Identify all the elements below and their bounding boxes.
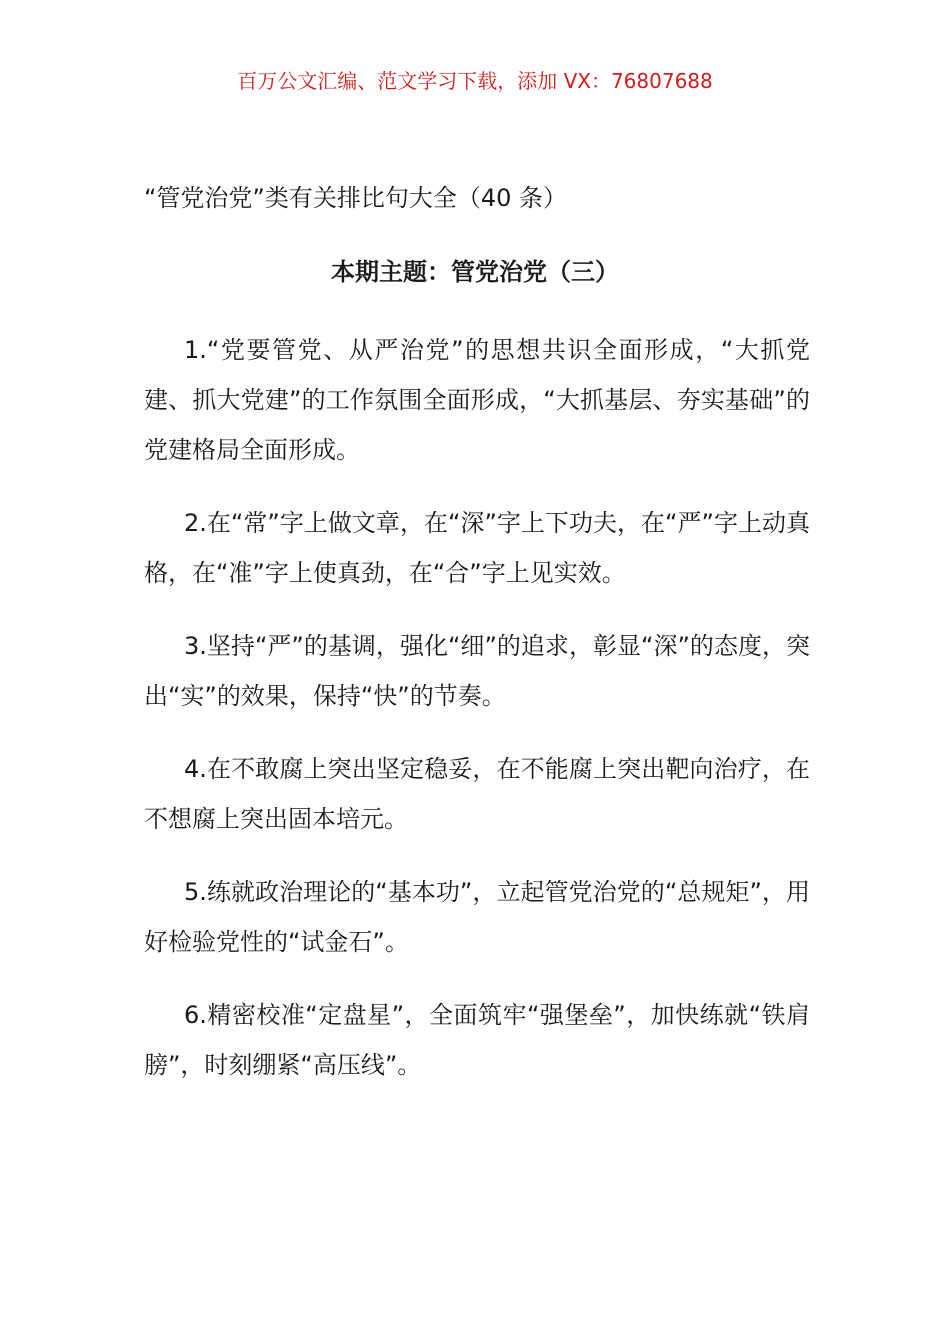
- list-item: 5.练就政治理论的“基本功”，立起管党治党的“总规矩”，用好检验党性的“试金石”。: [144, 878, 810, 956]
- list-item: 6.精密校准“定盘星”，全面筑牢“强堡垒”，加快练就“铁肩膀”，时刻绷紧“高压线”。: [144, 1001, 810, 1079]
- header-watermark: 百万公文汇编、范文学习下载，添加 VX：76807688: [237, 69, 713, 93]
- section-subtitle: 本期主题：管党治党（三）: [331, 258, 619, 286]
- list-item: 2.在“常”字上做文章，在“深”字上下功夫，在“严”字上动真格，在“准”字上使真劲，在“合”字上见实效。: [144, 509, 810, 587]
- list-item: 4.在不敢腐上突出坚定稳妥，在不能腐上突出靶向治疗，在不想腐上突出固本培元。: [144, 755, 810, 833]
- document-title: “管党治党”类有关排比句大全（40 条）: [144, 184, 568, 212]
- list-item: 1.“党要管党、从严治党”的思想共识全面形成，“大抓党建、抓大党建”的工作氛围全面形成，“大抓基层、夯实基础”的党建格局全面形成。: [144, 336, 810, 464]
- sentence-list: [144, 325, 810, 1113]
- list-item: 3.坚持“严”的基调，强化“细”的追求，彰显“深”的态度，突出“实”的效果，保持“快”的节奏。: [144, 632, 810, 710]
